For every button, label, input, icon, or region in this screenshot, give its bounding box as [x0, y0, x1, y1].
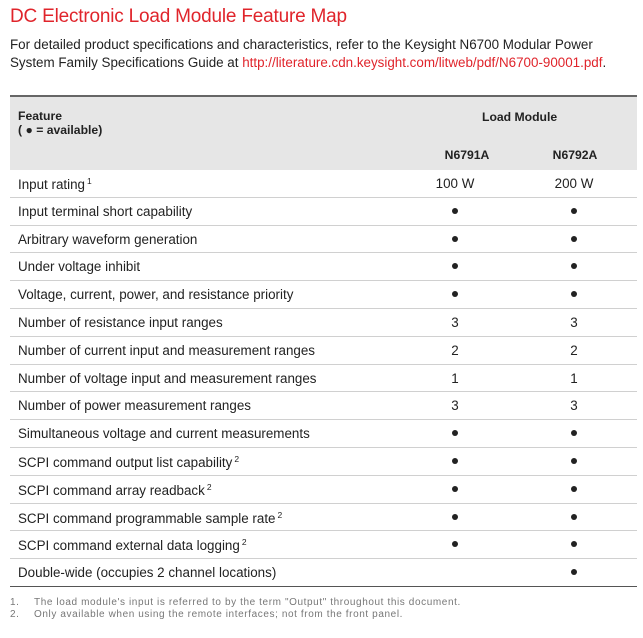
value-cell-n6791a [410, 510, 500, 525]
feature-cell [18, 426, 310, 441]
value-cell-n6791a [410, 259, 500, 274]
feature-cell [18, 371, 316, 386]
table-row [10, 365, 637, 393]
feature-label: SCPI command external data logging [18, 538, 240, 554]
value-cell-n6791a: 3 [451, 398, 459, 414]
available-dot-icon [571, 541, 577, 547]
value-cell-n6792a [529, 232, 619, 247]
feature-label: SCPI command array readback [18, 482, 205, 498]
table-row [10, 504, 637, 532]
value-cell-n6791a [410, 204, 500, 219]
table-row [10, 476, 637, 504]
feature-cell [18, 315, 223, 330]
available-dot-icon [452, 514, 458, 520]
footnote-text: Only available when using the remote interfaces; not from the front panel. [34, 608, 404, 620]
table-row [10, 448, 637, 476]
feature-cell [18, 259, 140, 274]
feature-cell [18, 204, 192, 219]
intro-text: For detailed product specifications and characteristics, refer to the Keysight N6700 Modular Power System Family Specifications Guide at [10, 37, 593, 70]
feature-cell [18, 287, 293, 302]
value-cell-n6792a: 3 [570, 398, 578, 414]
footnote-ref: 2 [241, 537, 247, 548]
feature-label: Voltage, current, power, and resistance priority [18, 287, 294, 303]
footnote-ref: 2 [206, 481, 212, 492]
value-cell-n6792a [529, 454, 619, 469]
feature-label: Arbitrary waveform generation [18, 231, 198, 247]
available-dot-icon [452, 291, 458, 297]
footnote-ref: 2 [277, 509, 283, 520]
available-dot-icon [452, 236, 458, 242]
value-cell-n6791a: 100 W [435, 176, 475, 191]
feature-cell [18, 565, 276, 580]
available-dot-icon [571, 458, 577, 464]
value-cell-n6792a [529, 426, 619, 441]
value-cell-n6791a [410, 232, 500, 247]
available-dot-icon [452, 263, 458, 269]
value-cell-n6791a [410, 482, 500, 497]
footnote-2 [10, 609, 461, 621]
footnotes [10, 597, 461, 620]
value-cell-n6791a: 3 [451, 314, 459, 330]
feature-cell [18, 454, 239, 470]
footnote-ref: 1 [87, 176, 92, 186]
value-cell-n6792a [529, 565, 619, 580]
feature-label: Input terminal short capability [18, 203, 193, 219]
feature-label: Input rating [18, 177, 85, 192]
feature-label: Number of resistance input ranges [18, 314, 223, 330]
feature-label: Number of voltage input and measurement ranges [18, 370, 317, 386]
feature-header-label: Feature [18, 109, 63, 123]
available-dot-icon [452, 458, 458, 464]
value-cell-n6792a [529, 204, 619, 219]
table-row [10, 281, 637, 309]
table-row [10, 420, 637, 448]
value-cell-n6792a [529, 510, 619, 525]
value-cell-n6791a: 1 [451, 370, 459, 386]
table-row [10, 309, 637, 337]
value-cell-n6791a [410, 454, 500, 469]
table-row [10, 170, 637, 198]
value-cell-n6792a: 200 W [554, 176, 594, 191]
feature-cell [18, 482, 212, 498]
available-dot-icon [571, 514, 577, 520]
feature-table [10, 95, 637, 587]
value-cell-n6792a [529, 259, 619, 274]
feature-cell [18, 537, 247, 553]
column-header-n6791a: N6791A [444, 148, 490, 162]
value-cell-n6791a [410, 287, 500, 302]
feature-cell [18, 510, 282, 526]
load-module-header: Load Module [482, 110, 558, 124]
feature-label: SCPI command programmable sample rate [18, 510, 276, 526]
available-dot-icon [571, 430, 577, 436]
footnote-number: 1. [10, 597, 20, 608]
value-cell-n6791a [410, 426, 500, 441]
table-row [10, 226, 637, 254]
footnote-ref: 2 [234, 453, 240, 464]
page-title: DC Electronic Load Module Feature Map [10, 6, 347, 27]
available-dot-icon [452, 208, 458, 214]
table-header [10, 97, 637, 170]
available-dot-icon [571, 486, 577, 492]
available-dot-icon [452, 430, 458, 436]
value-cell-n6791a [410, 537, 500, 552]
available-dot-icon [452, 486, 458, 492]
table-row [10, 253, 637, 281]
value-cell-n6791a: 2 [451, 342, 459, 358]
feature-cell [18, 398, 251, 413]
feature-label: Number of power measurement ranges [18, 398, 251, 414]
feature-header [18, 109, 102, 137]
available-dot-icon [571, 208, 577, 214]
table-row [10, 531, 637, 559]
available-dot-icon [571, 236, 577, 242]
intro-paragraph [10, 36, 635, 72]
feature-label: Number of current input and measurement ranges [18, 342, 315, 358]
column-header-n6792a: N6792A [552, 148, 598, 162]
table-row [10, 559, 637, 587]
value-cell-n6792a: 2 [570, 342, 578, 358]
table-row [10, 337, 637, 365]
available-dot-icon [571, 569, 577, 575]
intro-end: . [602, 55, 607, 70]
feature-label: Double-wide (occupies 2 channel locations) [18, 565, 277, 581]
feature-cell [18, 343, 315, 358]
value-cell-n6792a [529, 287, 619, 302]
feature-cell [18, 176, 92, 192]
feature-label: Under voltage inhibit [18, 259, 141, 275]
footnote-number: 2. [10, 608, 20, 620]
available-dot-icon [571, 263, 577, 269]
footnote-1 [10, 597, 461, 609]
feature-label: SCPI command output list capability [18, 454, 233, 470]
table-body [10, 170, 637, 587]
feature-cell [18, 232, 197, 247]
value-cell-n6792a: 3 [570, 314, 578, 330]
availability-legend: ( ● = available) [18, 123, 103, 137]
footnote-text: The load module's input is referred to by the term "Output" throughout this document. [34, 597, 461, 608]
value-cell-n6792a [529, 482, 619, 497]
table-row [10, 392, 637, 420]
available-dot-icon [452, 541, 458, 547]
spec-guide-link[interactable]: http://literature.cdn.keysight.com/litweb/pdf/N6700-90001.pdf [242, 55, 603, 70]
value-cell-n6792a [529, 537, 619, 552]
available-dot-icon [571, 291, 577, 297]
feature-label: Simultaneous voltage and current measurements [18, 426, 310, 442]
value-cell-n6792a: 1 [570, 370, 578, 386]
table-row [10, 198, 637, 226]
